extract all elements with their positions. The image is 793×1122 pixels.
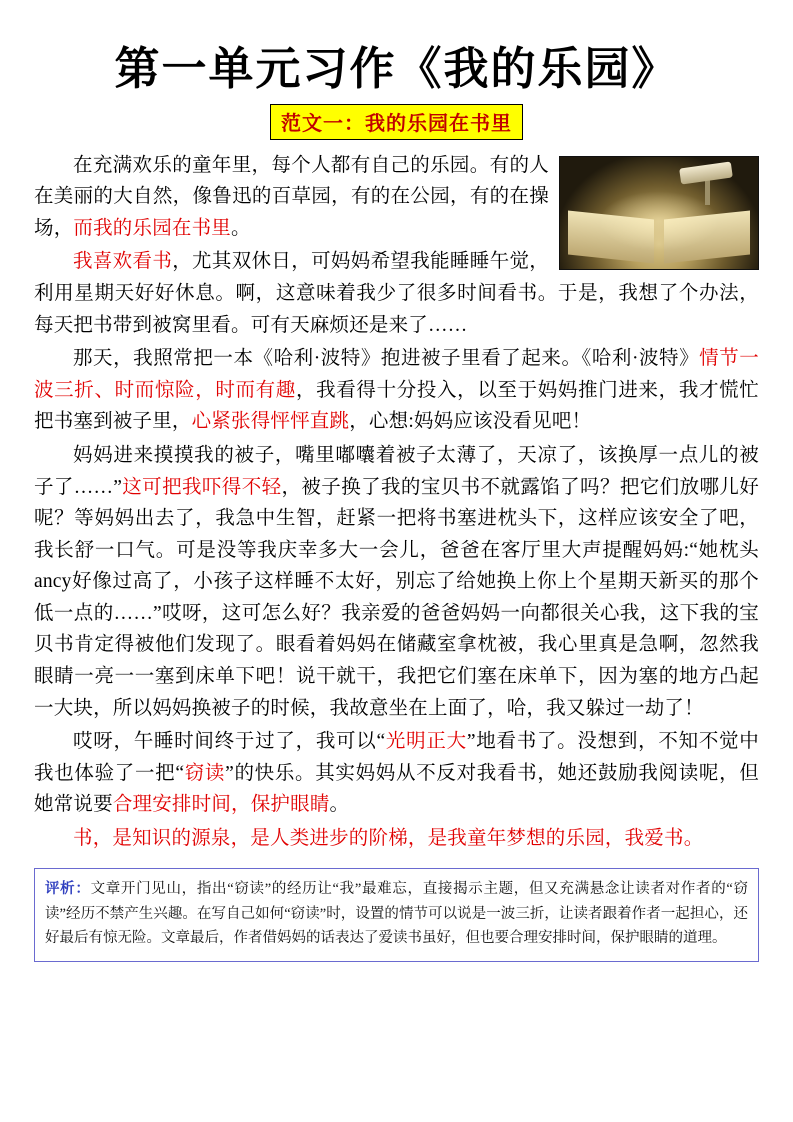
run-text-red: 我喜欢看书	[73, 251, 173, 273]
run-text: ，心想:妈妈应该没看见吧！	[349, 411, 592, 433]
commentary-label: 评析：	[45, 881, 91, 898]
open-book-photo	[559, 156, 759, 270]
run-text: 那天，我照常把一本《哈利·波特》抱进被子里看了起来。《哈利·波特》	[73, 348, 700, 370]
run-text: 。	[329, 794, 350, 816]
lamp-shade-shape	[679, 161, 733, 184]
run-text: ，被子换了我的宝贝书不就露馅了吗？把它们放哪儿好呢？等妈妈出去了，我急中生智，赶紧一把将书塞进枕头下，这样应该安全了吧，我长舒一口气。可是没等我庆幸多大一会儿，爸爸在客厅里大声提醒妈妈:“她枕头ancy好像过高了，小孩子这样睡不太好，别忘了给她换上你上个星期天新买的那个低一点的……”哎呀，这可怎么好？我亲爱的爸爸妈妈一向都很关心我，这下我的宝贝书肯定得被他们发现了。眼看着妈妈在储藏室拿枕被，我心里真是急啊，忽然我眼睛一亮一一塞到床单下吧！说干就干，我把它们塞在床单下，因为塞的地方凸起一大块，所以妈妈换被子的时候，我故意坐在上面了，哈，我又躲过一劫了！	[34, 476, 759, 719]
paragraph-3	[34, 343, 759, 438]
run-text: ，尤其双休日，可妈妈希望我能睡睡午觉，利用星期天好好休息。啊，这意味着我少了很多时间看书。于是，我想了个办法，每天把书带到被窝里看。可有天麻烦还是来了……	[34, 251, 759, 336]
run-text-red: 情节一波三折、时而惊险，时而有趣	[34, 348, 759, 401]
run-text: 。	[231, 217, 251, 239]
run-text-red: 而我的乐园在书里	[73, 217, 232, 239]
run-text-red: 心紧张得怦怦直跳	[191, 411, 350, 433]
run-text: 在充满欢乐的童年里，每个人都有自己的乐园。有的人在美丽的大自然，像鲁迅的百草园，有的在公园，有的在操场，	[34, 154, 549, 239]
run-text-red: 这可把我吓得不轻	[122, 476, 282, 498]
run-text: ”地看书了。没想到，不知不觉中我也体验了一把“	[34, 731, 759, 784]
run-text-red: 光明正大	[385, 731, 467, 753]
essay-body	[34, 150, 759, 857]
lamp-glow	[599, 191, 719, 251]
commentary-box	[34, 868, 759, 961]
closing-line: 书，是知识的源泉，是人类进步的阶梯，是我童年梦想的乐园，我爱书。	[73, 827, 704, 849]
run-text: ”的快乐。其实妈妈从不反对我看书，她还鼓励我阅读呢，但她常说要	[34, 762, 759, 816]
subtitle-container	[34, 104, 759, 140]
page-title: 第一单元习作《我的乐园》	[114, 44, 679, 94]
highlighted-subtitle: 范文一：我的乐园在书里	[270, 104, 523, 140]
run-text-red: 合理安排时间，保护眼睛	[112, 794, 330, 816]
paragraph-5	[34, 726, 759, 821]
run-text: 妈妈进来摸摸我的被子，嘴里嘟囔着被子太薄了，天凉了，该换厚一点儿的被子了……”	[34, 444, 759, 498]
run-text-red: 窃读	[184, 762, 226, 784]
commentary-text: 文章开门见山，指出“窃读”的经历让“我”最难忘，直接揭示主题，但又充满悬念让读者对作者的“窃读”经历不禁产生兴趣。在写自己如何“窃读”时，设置的情节可以说是一波三折，让读者跟着作者一起担心，还好最后有惊无险。文章最后，作者借妈妈的话表达了爱读书虽好，但也要合理安排时间，保护眼睛的道理。	[45, 881, 748, 947]
paragraph-4	[34, 440, 759, 724]
run-text: 哎呀，午睡时间终于过了，我可以“	[73, 731, 386, 753]
run-text: ，我看得十分投入，以至于妈妈推门进来，我才慌忙把书塞到被子里，	[34, 379, 759, 433]
